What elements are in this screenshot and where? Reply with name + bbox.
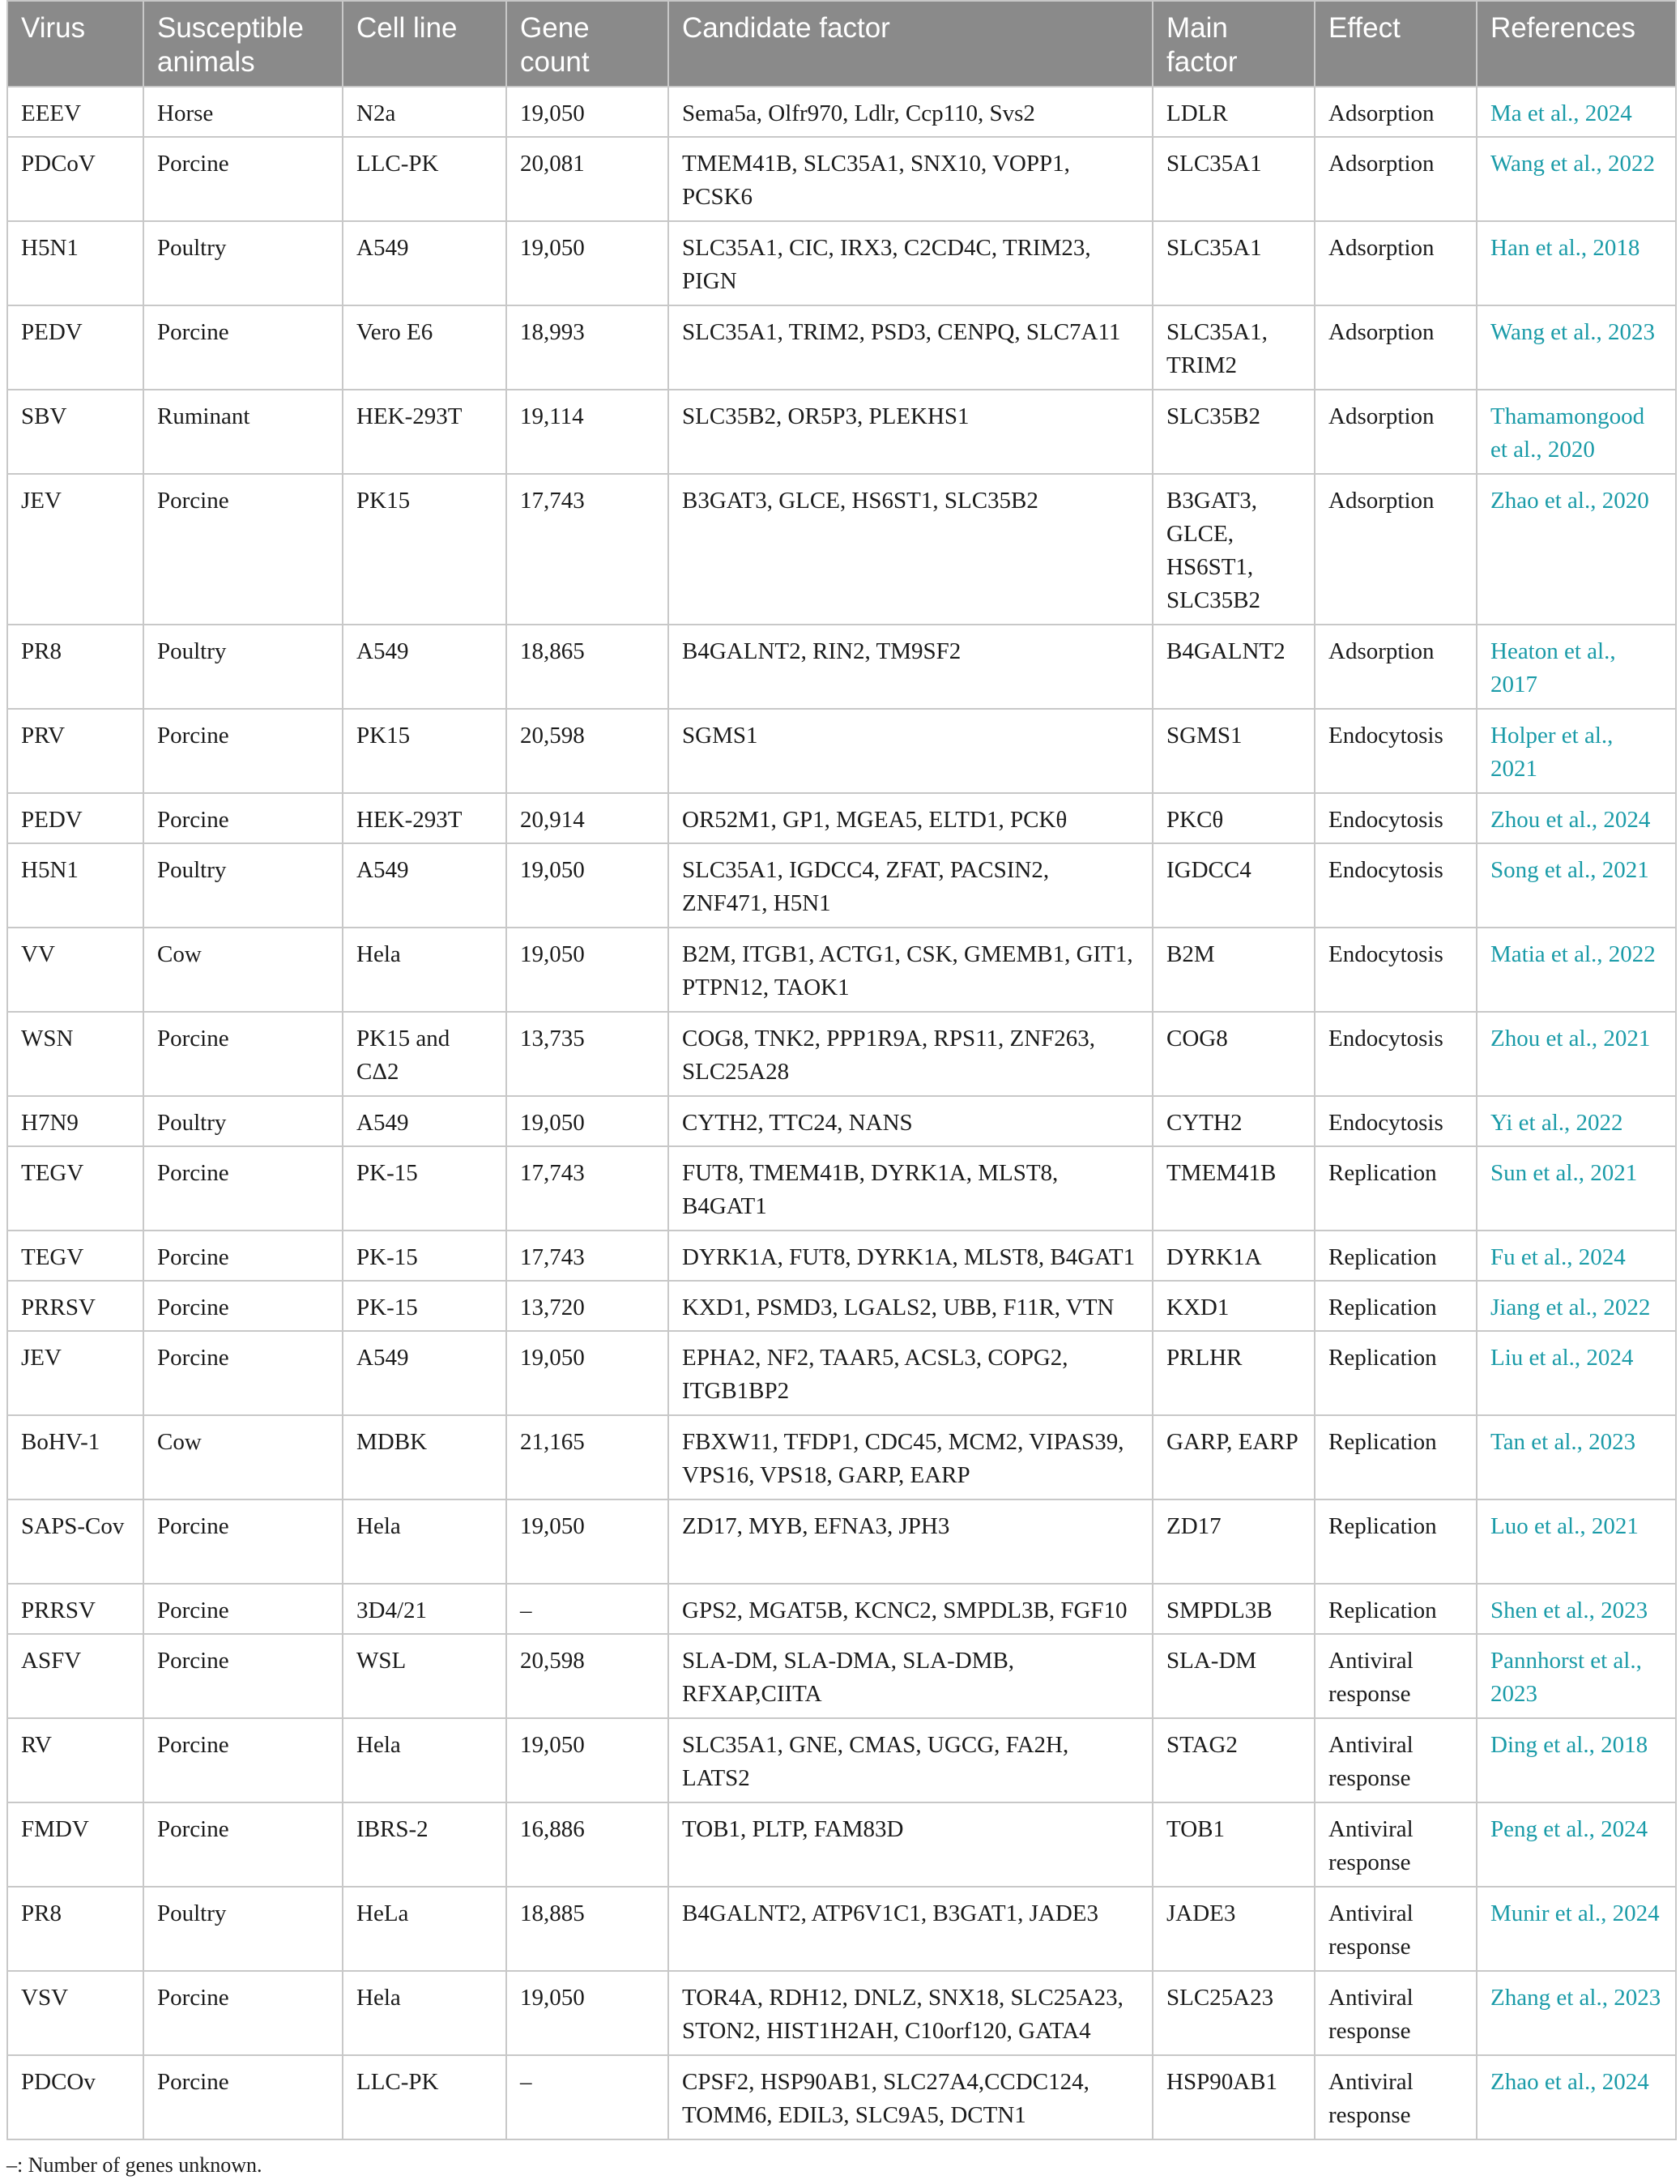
reference-year-link[interactable]: 2021 [1490, 756, 1537, 782]
reference-authors-link[interactable]: Zhou et al., [1490, 1026, 1604, 1051]
cell-susceptible-animals: Poultry [143, 1887, 343, 1971]
cell-candidate-factor: Sema5a, Olfr970, Ldlr, Ccp110, Svs2 [668, 87, 1153, 137]
cell-candidate-factor: KXD1, PSMD3, LGALS2, UBB, F11R, VTN [668, 1281, 1153, 1331]
reference-authors-link[interactable]: Jiang et al., [1490, 1295, 1604, 1320]
cell-main-factor: SMPDL3B [1153, 1584, 1315, 1634]
header-virus: Virus [7, 1, 143, 87]
cell-effect: Antiviral response [1315, 1971, 1477, 2055]
reference-year-link[interactable]: 2022 [1608, 151, 1656, 177]
cell-susceptible-animals: Porcine [143, 1231, 343, 1281]
cell-effect: Adsorption [1315, 390, 1477, 474]
cell-virus: PRV [7, 709, 143, 793]
table-row [7, 928, 1676, 1012]
cell-effect: Antiviral response [1315, 1887, 1477, 1971]
reference-authors-link[interactable]: Ding et al., [1490, 1732, 1601, 1758]
cell-gene-count: 16,886 [506, 1802, 668, 1887]
reference-year-link[interactable]: 2024 [1578, 1244, 1626, 1270]
cell-gene-count: – [506, 2055, 668, 2139]
cell-virus: PR8 [7, 625, 143, 709]
header-candidate-factor: Candidate factor [668, 1, 1153, 87]
cell-virus: PEDV [7, 305, 143, 390]
cell-gene-count: 19,050 [506, 1718, 668, 1802]
reference-authors-link[interactable]: Tan et al., [1490, 1429, 1589, 1455]
reference-authors-link[interactable]: Liu et al., [1490, 1345, 1587, 1371]
table-row [7, 305, 1676, 390]
reference-authors-link[interactable]: Yi et al., [1490, 1110, 1576, 1136]
cell-cell-line: LLC-PK [343, 137, 506, 221]
cell-candidate-factor: B4GALNT2, ATP6V1C1, B3GAT1, JADE3 [668, 1887, 1153, 1971]
cell-susceptible-animals: Porcine [143, 2055, 343, 2139]
reference-authors-link[interactable]: Peng et al., [1490, 1816, 1601, 1842]
cell-effect: Endocytosis [1315, 928, 1477, 1012]
table-row [7, 1499, 1676, 1584]
reference-year-link[interactable]: 2024 [1601, 2069, 1649, 2095]
cell-gene-count: 17,743 [506, 1146, 668, 1231]
cell-candidate-factor: CYTH2, TTC24, NANS [668, 1096, 1153, 1146]
cell-main-factor: JADE3 [1153, 1887, 1315, 1971]
cell-reference[interactable] [1477, 793, 1676, 843]
cell-effect: Replication [1315, 1499, 1477, 1584]
cell-candidate-factor: TMEM41B, SLC35A1, SNX10, VOPP1, PCSK6 [668, 137, 1153, 221]
cell-susceptible-animals: Ruminant [143, 390, 343, 474]
cell-main-factor: IGDCC4 [1153, 843, 1315, 928]
cell-reference[interactable] [1477, 1584, 1676, 1634]
cell-main-factor: CYTH2 [1153, 1096, 1315, 1146]
cell-effect: Adsorption [1315, 87, 1477, 137]
table-row [7, 221, 1676, 305]
cell-effect: Replication [1315, 1415, 1477, 1499]
cell-susceptible-animals: Porcine [143, 1634, 343, 1718]
table-row [7, 709, 1676, 793]
table-footnote: –: Number of genes unknown. [6, 2153, 262, 2177]
cell-main-factor: SLC25A23 [1153, 1971, 1315, 2055]
cell-gene-count: 19,050 [506, 1499, 668, 1584]
cell-gene-count: 17,743 [506, 1231, 668, 1281]
cell-reference[interactable] [1477, 1499, 1676, 1584]
cell-gene-count: 20,914 [506, 793, 668, 843]
cell-main-factor: SLA-DM [1153, 1634, 1315, 1718]
cell-susceptible-animals: Poultry [143, 1096, 343, 1146]
cell-reference[interactable] [1477, 221, 1676, 305]
cell-main-factor: TOB1 [1153, 1802, 1315, 1887]
cell-susceptible-animals: Poultry [143, 221, 343, 305]
table-row [7, 1584, 1676, 1634]
table-row [7, 1887, 1676, 1971]
cell-main-factor: DYRK1A [1153, 1231, 1315, 1281]
cell-susceptible-animals: Porcine [143, 1802, 343, 1887]
cell-main-factor: PRLHR [1153, 1331, 1315, 1415]
cell-reference[interactable] [1477, 390, 1676, 474]
cell-effect: Adsorption [1315, 305, 1477, 390]
cell-cell-line: HEK-293T [343, 390, 506, 474]
table-row [7, 1146, 1676, 1231]
table-row [7, 390, 1676, 474]
cell-susceptible-animals: Poultry [143, 625, 343, 709]
table-row [7, 474, 1676, 625]
cell-cell-line: HEK-293T [343, 793, 506, 843]
reference-year-link[interactable]: 2024 [1586, 1345, 1634, 1371]
reference-year-link[interactable]: 2020 [1547, 437, 1595, 463]
cell-virus: SBV [7, 390, 143, 474]
cell-reference[interactable] [1477, 1012, 1676, 1096]
cell-reference[interactable] [1477, 928, 1676, 1012]
reference-year-link[interactable]: 2022 [1603, 1295, 1651, 1320]
cell-reference[interactable] [1477, 305, 1676, 390]
cell-virus: H5N1 [7, 221, 143, 305]
cell-cell-line: Hela [343, 1718, 506, 1802]
crispr-screen-table [6, 0, 1677, 2140]
cell-virus: PRRSV [7, 1281, 143, 1331]
cell-susceptible-animals: Cow [143, 1415, 343, 1499]
table-row [7, 87, 1676, 137]
cell-gene-count: 19,050 [506, 87, 668, 137]
cell-virus: WSN [7, 1012, 143, 1096]
cell-cell-line: Hela [343, 1971, 506, 2055]
table-row [7, 1971, 1676, 2055]
cell-candidate-factor: COG8, TNK2, PPP1R9A, RPS11, ZNF263, SLC25A28 [668, 1012, 1153, 1096]
cell-effect: Antiviral response [1315, 2055, 1477, 2139]
cell-candidate-factor: B2M, ITGB1, ACTG1, CSK, GMEMB1, GIT1, PTPN12, TAOK1 [668, 928, 1153, 1012]
table-body [7, 87, 1676, 2139]
cell-effect: Adsorption [1315, 137, 1477, 221]
cell-gene-count: 13,720 [506, 1281, 668, 1331]
cell-virus: PR8 [7, 1887, 143, 1971]
cell-cell-line: Vero E6 [343, 305, 506, 390]
reference-authors-link[interactable]: Zhao et al., [1490, 488, 1602, 514]
reference-year-link[interactable]: 2023 [1614, 1985, 1661, 2011]
table-row [7, 1415, 1676, 1499]
table-row [7, 2055, 1676, 2139]
cell-effect: Replication [1315, 1281, 1477, 1331]
cell-candidate-factor: ZD17, MYB, EFNA3, JPH3 [668, 1499, 1153, 1584]
cell-cell-line: PK15 and CΔ2 [343, 1012, 506, 1096]
cell-main-factor: B3GAT3, GLCE, HS6ST1, SLC35B2 [1153, 474, 1315, 625]
cell-reference[interactable] [1477, 474, 1676, 625]
cell-effect: Antiviral response [1315, 1634, 1477, 1718]
cell-candidate-factor: GPS2, MGAT5B, KCNC2, SMPDL3B, FGF10 [668, 1584, 1153, 1634]
header-effect: Effect [1315, 1, 1477, 87]
reference-authors-link[interactable]: Luo et al., [1490, 1513, 1592, 1539]
cell-cell-line: 3D4/21 [343, 1584, 506, 1634]
cell-reference[interactable] [1477, 1634, 1676, 1718]
cell-cell-line: Hela [343, 1499, 506, 1584]
cell-virus: SAPS-Cov [7, 1499, 143, 1584]
cell-reference[interactable] [1477, 1887, 1676, 1971]
cell-susceptible-animals: Porcine [143, 709, 343, 793]
reference-authors-link[interactable]: Shen et al., [1490, 1597, 1601, 1623]
cell-gene-count: 19,050 [506, 221, 668, 305]
cell-gene-count: 19,050 [506, 843, 668, 928]
cell-susceptible-animals: Porcine [143, 137, 343, 221]
cell-main-factor: ZD17 [1153, 1499, 1315, 1584]
cell-main-factor: SLC35B2 [1153, 390, 1315, 474]
cell-candidate-factor: B4GALNT2, RIN2, TM9SF2 [668, 625, 1153, 709]
cell-main-factor: B4GALNT2 [1153, 625, 1315, 709]
reference-authors-link[interactable]: Wang et al., [1490, 151, 1609, 177]
reference-year-link[interactable]: 2018 [1601, 1732, 1648, 1758]
cell-virus: H7N9 [7, 1096, 143, 1146]
reference-authors-link[interactable]: Thamamongood et al., [1490, 403, 1645, 463]
cell-candidate-factor: SLC35A1, IGDCC4, ZFAT, PACSIN2, ZNF471, H5N1 [668, 843, 1153, 928]
cell-cell-line: IBRS-2 [343, 1802, 506, 1887]
cell-effect: Endocytosis [1315, 793, 1477, 843]
cell-virus: EEEV [7, 87, 143, 137]
cell-effect: Adsorption [1315, 221, 1477, 305]
cell-effect: Endocytosis [1315, 843, 1477, 928]
cell-main-factor: GARP, EARP [1153, 1415, 1315, 1499]
cell-main-factor: SLC35A1, TRIM2 [1153, 305, 1315, 390]
cell-gene-count: 13,735 [506, 1012, 668, 1096]
cell-virus: PEDV [7, 793, 143, 843]
cell-susceptible-animals: Horse [143, 87, 343, 137]
reference-authors-link[interactable]: Zhang et al., [1490, 1985, 1614, 2011]
cell-susceptible-animals: Porcine [143, 793, 343, 843]
cell-reference[interactable] [1477, 1802, 1676, 1887]
cell-gene-count: 17,743 [506, 474, 668, 625]
cell-susceptible-animals: Cow [143, 928, 343, 1012]
cell-candidate-factor: CPSF2, HSP90AB1, SLC27A4,CCDC124, TOMM6, EDIL3, SLC9A5, DCTN1 [668, 2055, 1153, 2139]
cell-effect: Replication [1315, 1331, 1477, 1415]
cell-reference[interactable] [1477, 709, 1676, 793]
cell-reference[interactable] [1477, 1718, 1676, 1802]
cell-main-factor: SLC35A1 [1153, 221, 1315, 305]
cell-cell-line: A549 [343, 843, 506, 928]
cell-cell-line: A549 [343, 221, 506, 305]
reference-authors-link[interactable]: Song et al., [1490, 857, 1602, 883]
cell-cell-line: A549 [343, 1096, 506, 1146]
cell-effect: Endocytosis [1315, 709, 1477, 793]
cell-cell-line: N2a [343, 87, 506, 137]
cell-gene-count: 21,165 [506, 1415, 668, 1499]
cell-virus: TEGV [7, 1231, 143, 1281]
cell-candidate-factor: FUT8, TMEM41B, DYRK1A, MLST8, B4GAT1 [668, 1146, 1153, 1231]
cell-cell-line: LLC-PK [343, 2055, 506, 2139]
cell-reference[interactable] [1477, 2055, 1676, 2139]
reference-year-link[interactable]: 2023 [1490, 1681, 1537, 1707]
cell-gene-count: 19,050 [506, 1331, 668, 1415]
cell-cell-line: HeLa [343, 1887, 506, 1971]
cell-reference[interactable] [1477, 137, 1676, 221]
cell-gene-count: 19,050 [506, 928, 668, 1012]
reference-year-link[interactable]: 2018 [1593, 235, 1640, 261]
cell-gene-count: 18,993 [506, 305, 668, 390]
header-row [7, 1, 1676, 87]
table-row [7, 137, 1676, 221]
cell-candidate-factor: SLC35A1, GNE, CMAS, UGCG, FA2H, LATS2 [668, 1718, 1153, 1802]
cell-reference[interactable] [1477, 1146, 1676, 1231]
cell-susceptible-animals: Porcine [143, 1281, 343, 1331]
reference-year-link[interactable]: 2024 [1612, 1900, 1660, 1926]
cell-reference[interactable] [1477, 1331, 1676, 1415]
cell-candidate-factor: SLA-DM, SLA-DMA, SLA-DMB, RFXAP,CIITA [668, 1634, 1153, 1718]
cell-cell-line: PK-15 [343, 1281, 506, 1331]
cell-virus: BoHV-1 [7, 1415, 143, 1499]
cell-effect: Endocytosis [1315, 1096, 1477, 1146]
reference-year-link[interactable]: 2021 [1590, 1160, 1638, 1186]
table-row [7, 1231, 1676, 1281]
table-row [7, 843, 1676, 928]
cell-gene-count: 20,598 [506, 709, 668, 793]
cell-candidate-factor: SLC35A1, CIC, IRX3, C2CD4C, TRIM23, PIGN [668, 221, 1153, 305]
cell-reference[interactable] [1477, 1096, 1676, 1146]
cell-virus: VV [7, 928, 143, 1012]
cell-susceptible-animals: Poultry [143, 843, 343, 928]
cell-virus: RV [7, 1718, 143, 1802]
cell-reference[interactable] [1477, 625, 1676, 709]
cell-effect: Adsorption [1315, 474, 1477, 625]
cell-virus: PRRSV [7, 1584, 143, 1634]
reference-authors-link[interactable]: Fu et al., [1490, 1244, 1579, 1270]
reference-year-link[interactable]: 2021 [1591, 1513, 1639, 1539]
table-row [7, 1096, 1676, 1146]
cell-main-factor: B2M [1153, 928, 1315, 1012]
reference-authors-link[interactable]: Holper et al., [1490, 723, 1614, 749]
cell-cell-line: WSL [343, 1634, 506, 1718]
reference-authors-link[interactable]: Sun et al., [1490, 1160, 1591, 1186]
cell-gene-count: 18,885 [506, 1887, 668, 1971]
cell-susceptible-animals: Porcine [143, 1718, 343, 1802]
cell-susceptible-animals: Porcine [143, 1331, 343, 1415]
cell-cell-line: PK-15 [343, 1146, 506, 1231]
reference-year-link[interactable]: 2022 [1608, 941, 1656, 967]
reference-authors-link[interactable]: Munir et al., [1490, 1900, 1613, 1926]
cell-main-factor: KXD1 [1153, 1281, 1315, 1331]
cell-candidate-factor: SGMS1 [668, 709, 1153, 793]
reference-year-link[interactable]: 2021 [1601, 857, 1649, 883]
table-row [7, 1331, 1676, 1415]
reference-authors-link[interactable]: Zhou et al., [1490, 807, 1604, 833]
cell-candidate-factor: EPHA2, NF2, TAAR5, ACSL3, COPG2, ITGB1BP2 [668, 1331, 1153, 1415]
cell-virus: JEV [7, 474, 143, 625]
header-references: References [1477, 1, 1676, 87]
reference-year-link[interactable]: 2020 [1601, 488, 1649, 514]
cell-cell-line: PK-15 [343, 1231, 506, 1281]
cell-effect: Replication [1315, 1584, 1477, 1634]
cell-candidate-factor: SLC35B2, OR5P3, PLEKHS1 [668, 390, 1153, 474]
reference-year-link[interactable]: 2022 [1576, 1110, 1623, 1136]
cell-candidate-factor: DYRK1A, FUT8, DYRK1A, MLST8, B4GAT1 [668, 1231, 1153, 1281]
reference-year-link[interactable]: 2024 [1603, 807, 1651, 833]
cell-gene-count: 20,081 [506, 137, 668, 221]
table-row [7, 625, 1676, 709]
cell-main-factor: LDLR [1153, 87, 1315, 137]
cell-effect: Endocytosis [1315, 1012, 1477, 1096]
header-susceptible-animals: Susceptible animals [143, 1, 343, 87]
reference-year-link[interactable]: 2024 [1601, 1816, 1648, 1842]
reference-year-link[interactable]: 2017 [1490, 672, 1537, 697]
cell-cell-line: MDBK [343, 1415, 506, 1499]
cell-cell-line: A549 [343, 625, 506, 709]
cell-gene-count: 19,050 [506, 1971, 668, 2055]
cell-susceptible-animals: Porcine [143, 474, 343, 625]
reference-year-link[interactable]: 2023 [1601, 1597, 1648, 1623]
cell-effect: Antiviral response [1315, 1802, 1477, 1887]
cell-susceptible-animals: Porcine [143, 1499, 343, 1584]
cell-candidate-factor: SLC35A1, TRIM2, PSD3, CENPQ, SLC7A11 [668, 305, 1153, 390]
cell-virus: TEGV [7, 1146, 143, 1231]
cell-reference[interactable] [1477, 843, 1676, 928]
cell-cell-line: PK15 [343, 709, 506, 793]
cell-reference[interactable] [1477, 1971, 1676, 2055]
cell-gene-count: 20,598 [506, 1634, 668, 1718]
cell-candidate-factor: B3GAT3, GLCE, HS6ST1, SLC35B2 [668, 474, 1153, 625]
cell-main-factor: HSP90AB1 [1153, 2055, 1315, 2139]
table-row [7, 1718, 1676, 1802]
table-row [7, 1281, 1676, 1331]
cell-candidate-factor: FBXW11, TFDP1, CDC45, MCM2, VIPAS39, VPS16, VPS18, GARP, EARP [668, 1415, 1153, 1499]
table-row [7, 1012, 1676, 1096]
reference-authors-link[interactable]: Matia et al., [1490, 941, 1609, 967]
cell-reference[interactable] [1477, 87, 1676, 137]
cell-susceptible-animals: Porcine [143, 1146, 343, 1231]
cell-virus: VSV [7, 1971, 143, 2055]
cell-candidate-factor: OR52M1, GP1, MGEA5, ELTD1, PCKθ [668, 793, 1153, 843]
cell-main-factor: COG8 [1153, 1012, 1315, 1096]
cell-cell-line: Hela [343, 928, 506, 1012]
cell-susceptible-animals: Porcine [143, 1584, 343, 1634]
reference-year-link[interactable]: 2023 [1608, 319, 1656, 345]
cell-gene-count: 19,114 [506, 390, 668, 474]
cell-main-factor: SGMS1 [1153, 709, 1315, 793]
reference-authors-link[interactable]: Wang et al., [1490, 319, 1609, 345]
table-row [7, 1802, 1676, 1887]
header-gene-count: Gene count [506, 1, 668, 87]
cell-virus: FMDV [7, 1802, 143, 1887]
cell-main-factor: PKCθ [1153, 793, 1315, 843]
reference-year-link[interactable]: 2021 [1603, 1026, 1651, 1051]
cell-virus: ASFV [7, 1634, 143, 1718]
cell-susceptible-animals: Porcine [143, 305, 343, 390]
cell-reference[interactable] [1477, 1281, 1676, 1331]
cell-reference[interactable] [1477, 1231, 1676, 1281]
table-row [7, 793, 1676, 843]
cell-main-factor: TMEM41B [1153, 1146, 1315, 1231]
reference-authors-link[interactable]: Zhao et al., [1490, 2069, 1602, 2095]
cell-virus: PDCoV [7, 137, 143, 221]
reference-authors-link[interactable]: Han et al., [1490, 235, 1593, 261]
reference-authors-link[interactable]: Ma et al., [1490, 100, 1585, 126]
cell-cell-line: PK15 [343, 474, 506, 625]
cell-effect: Replication [1315, 1231, 1477, 1281]
cell-effect: Adsorption [1315, 625, 1477, 709]
reference-year-link[interactable]: 2023 [1588, 1429, 1636, 1455]
cell-reference[interactable] [1477, 1415, 1676, 1499]
cell-effect: Antiviral response [1315, 1718, 1477, 1802]
cell-gene-count: 19,050 [506, 1096, 668, 1146]
cell-candidate-factor: TOR4A, RDH12, DNLZ, SNX18, SLC25A23, STON2, HIST1H2AH, C10orf120, GATA4 [668, 1971, 1153, 2055]
cell-main-factor: SLC35A1 [1153, 137, 1315, 221]
table-row [7, 1634, 1676, 1718]
cell-main-factor: STAG2 [1153, 1718, 1315, 1802]
header-main-factor: Main factor [1153, 1, 1315, 87]
reference-authors-link[interactable]: Pannhorst et al., [1490, 1648, 1642, 1674]
cell-virus: PDCOv [7, 2055, 143, 2139]
cell-susceptible-animals: Porcine [143, 1971, 343, 2055]
cell-gene-count: 18,865 [506, 625, 668, 709]
cell-virus: H5N1 [7, 843, 143, 928]
cell-effect: Replication [1315, 1146, 1477, 1231]
cell-candidate-factor: TOB1, PLTP, FAM83D [668, 1802, 1153, 1887]
cell-gene-count: – [506, 1584, 668, 1634]
cell-cell-line: A549 [343, 1331, 506, 1415]
header-cell-line: Cell line [343, 1, 506, 87]
reference-authors-link[interactable]: Heaton et al., [1490, 638, 1616, 664]
reference-year-link[interactable]: 2024 [1584, 100, 1632, 126]
cell-virus: JEV [7, 1331, 143, 1415]
cell-susceptible-animals: Porcine [143, 1012, 343, 1096]
